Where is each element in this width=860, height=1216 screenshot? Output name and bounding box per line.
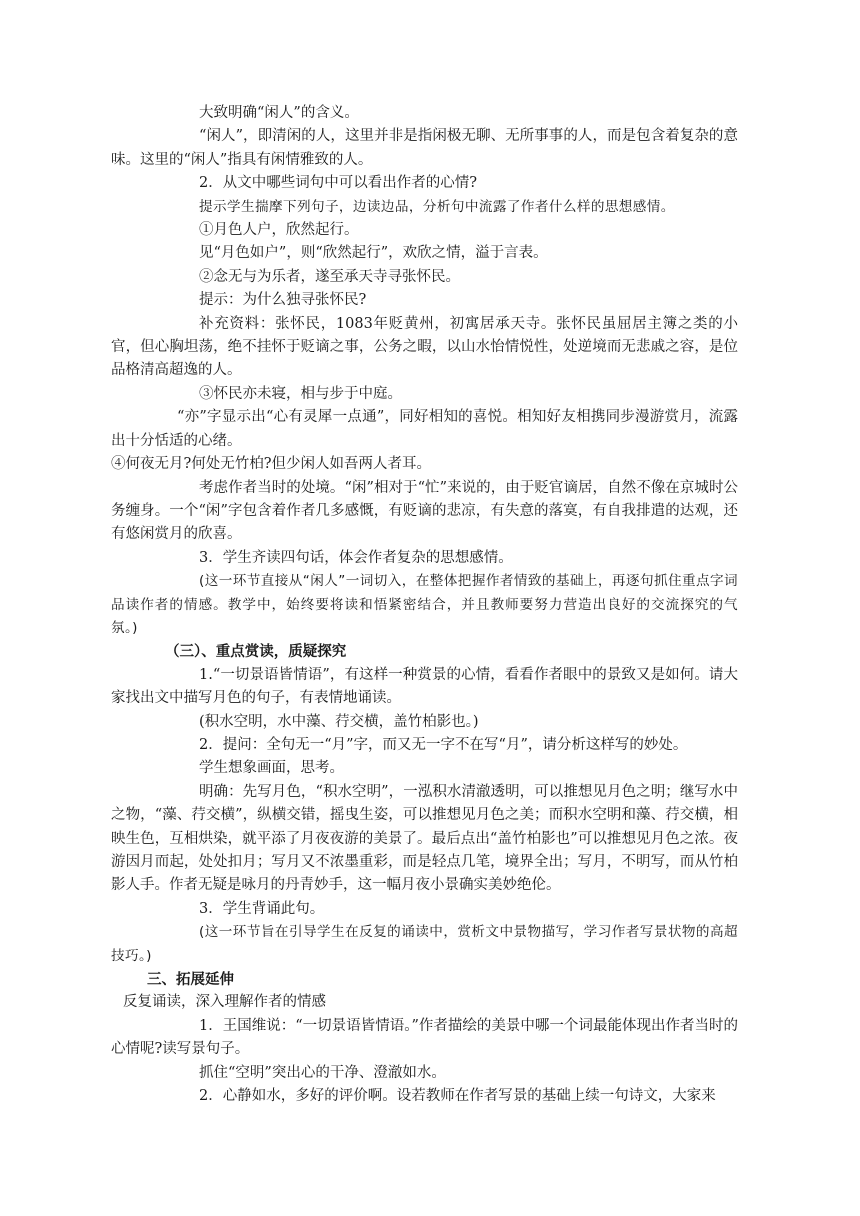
paragraph: 2．提问：全句无一“月”字，而又无一字不在写“月”，请分析这样写的妙处。 xyxy=(199,736,688,753)
document-body xyxy=(111,102,738,1108)
paragraph: (这一环节直接从“闲人”一词切入，在整体把握作者情致的基础上，再逐句抓住重点字词品读作者的情感。教学中，始终要将读和悟紧密结合，并且教师要努力营造出良好的交流探究的气氛。) xyxy=(111,573,738,636)
paragraph: 明确：先写月色，“积水空明”，一泓积水清澈透明，可以推想见月色之明；继写水中之物，“藻、荇交横”，纵横交错，摇曳生姿，可以推想见月色之美；而积水空明和藻、荇交横，相映生色，互相烘染，就平添了月夜夜游的美景了。最后点出“盖竹柏影也”可以推想见月色之浓。夜游因月而起，处处扣月；写月又不浓墨重彩，而是轻点几笔，境界全出；写月，不明写，而从竹柏影人手。作者无疑是咏月的丹青妙手，这一幅月夜小景确实美妙绝伦。 xyxy=(111,783,738,894)
section-heading: （三）、重点赏读，质疑探究 xyxy=(165,643,347,661)
paragraph: (这一环节旨在引导学生在反复的诵读中，赏析文中景物描写，学习作者写景状物的高超技巧。) xyxy=(111,924,738,964)
paragraph: (积水空明，水中藻、荇交横，盖竹柏影也。) xyxy=(199,713,479,730)
paragraph: ④何夜无月?何处无竹柏?但少闲人如吾两人者耳。 xyxy=(111,456,432,473)
paragraph: 1.“一切景语皆情语”，有这样一种赏景的心情，看看作者眼中的景致又是如何。请大家找出文中描写月色的句子，有表情地诵读。 xyxy=(111,666,738,707)
paragraph: ①月色人户，欣然起行。 xyxy=(199,222,359,239)
paragraph: 大致明确“闲人”的含义。 xyxy=(199,105,359,121)
paragraph: 学生想象画面，思考。 xyxy=(199,760,344,777)
paragraph: ②念无与为乐者，遂至承天寺寻张怀民。 xyxy=(199,268,460,285)
paragraph: “闲人”，即清闲的人，这里并非是指闲极无聊、无所事事的人，而是包含着复杂的意味。这里的“闲人”指具有闲情雅致的人。 xyxy=(111,128,738,168)
paragraph: 提示：为什么独寻张怀民? xyxy=(199,292,367,309)
paragraph: 3．学生背诵此句。 xyxy=(199,900,325,917)
paragraph: 见“月色如户”，则“欣然起行”，欢欣之情，溢于言表。 xyxy=(199,245,548,262)
paragraph: 2．心静如水，多好的评价啊。设若教师在作者写景的基础上续一句诗文，大家来 xyxy=(199,1088,716,1105)
paragraph: 1．王国维说：“一切景语皆情语。”作者描绘的美景中哪一个词最能体现出作者当时的心情呢?读写景句子。 xyxy=(111,1017,738,1058)
paragraph: 反复诵读，深入理解作者的情感 xyxy=(123,994,326,1011)
paragraph: “亦”字显示出“心有灵犀一点通”，同好相知的喜悦。相知好友相携同步漫游赏月，流露出十分恬适的心绪。 xyxy=(111,409,738,449)
section-heading: 三、拓展延伸 xyxy=(147,971,234,989)
paragraph: 补充资料：张怀民，1083年贬黄州，初寓居承天寺。张怀民虽屈居主簿之类的小官，但心胸坦荡，绝不挂怀于贬谪之事，公务之暇，以山水怡情悦性，处逆境而无悲戚之容，是位品格清高超逸的人。 xyxy=(111,315,738,379)
paragraph: 2．从文中哪些词句中可以看出作者的心情? xyxy=(199,175,477,192)
paragraph: 提示学生揣摩下列句子，边读边品，分析句中流露了作者什么样的思想感情。 xyxy=(199,198,675,215)
paragraph: 3．学生齐读四句话，体会作者复杂的思想感情。 xyxy=(199,549,513,566)
paragraph: 抓住“空明”突出心的干净、澄澈如水。 xyxy=(199,1064,446,1081)
paragraph: ③怀民亦未寝，相与步于中庭。 xyxy=(199,385,402,402)
paragraph: 考虑作者当时的处境。“闲”相对于“忙”来说的，由于贬官谪居，自然不像在京城时公务缠身。一个“闲”字包含着作者几多感慨，有贬谪的悲凉，有失意的落寞，有自我排遣的达观，还有悠闲赏月的欣喜。 xyxy=(111,479,738,543)
